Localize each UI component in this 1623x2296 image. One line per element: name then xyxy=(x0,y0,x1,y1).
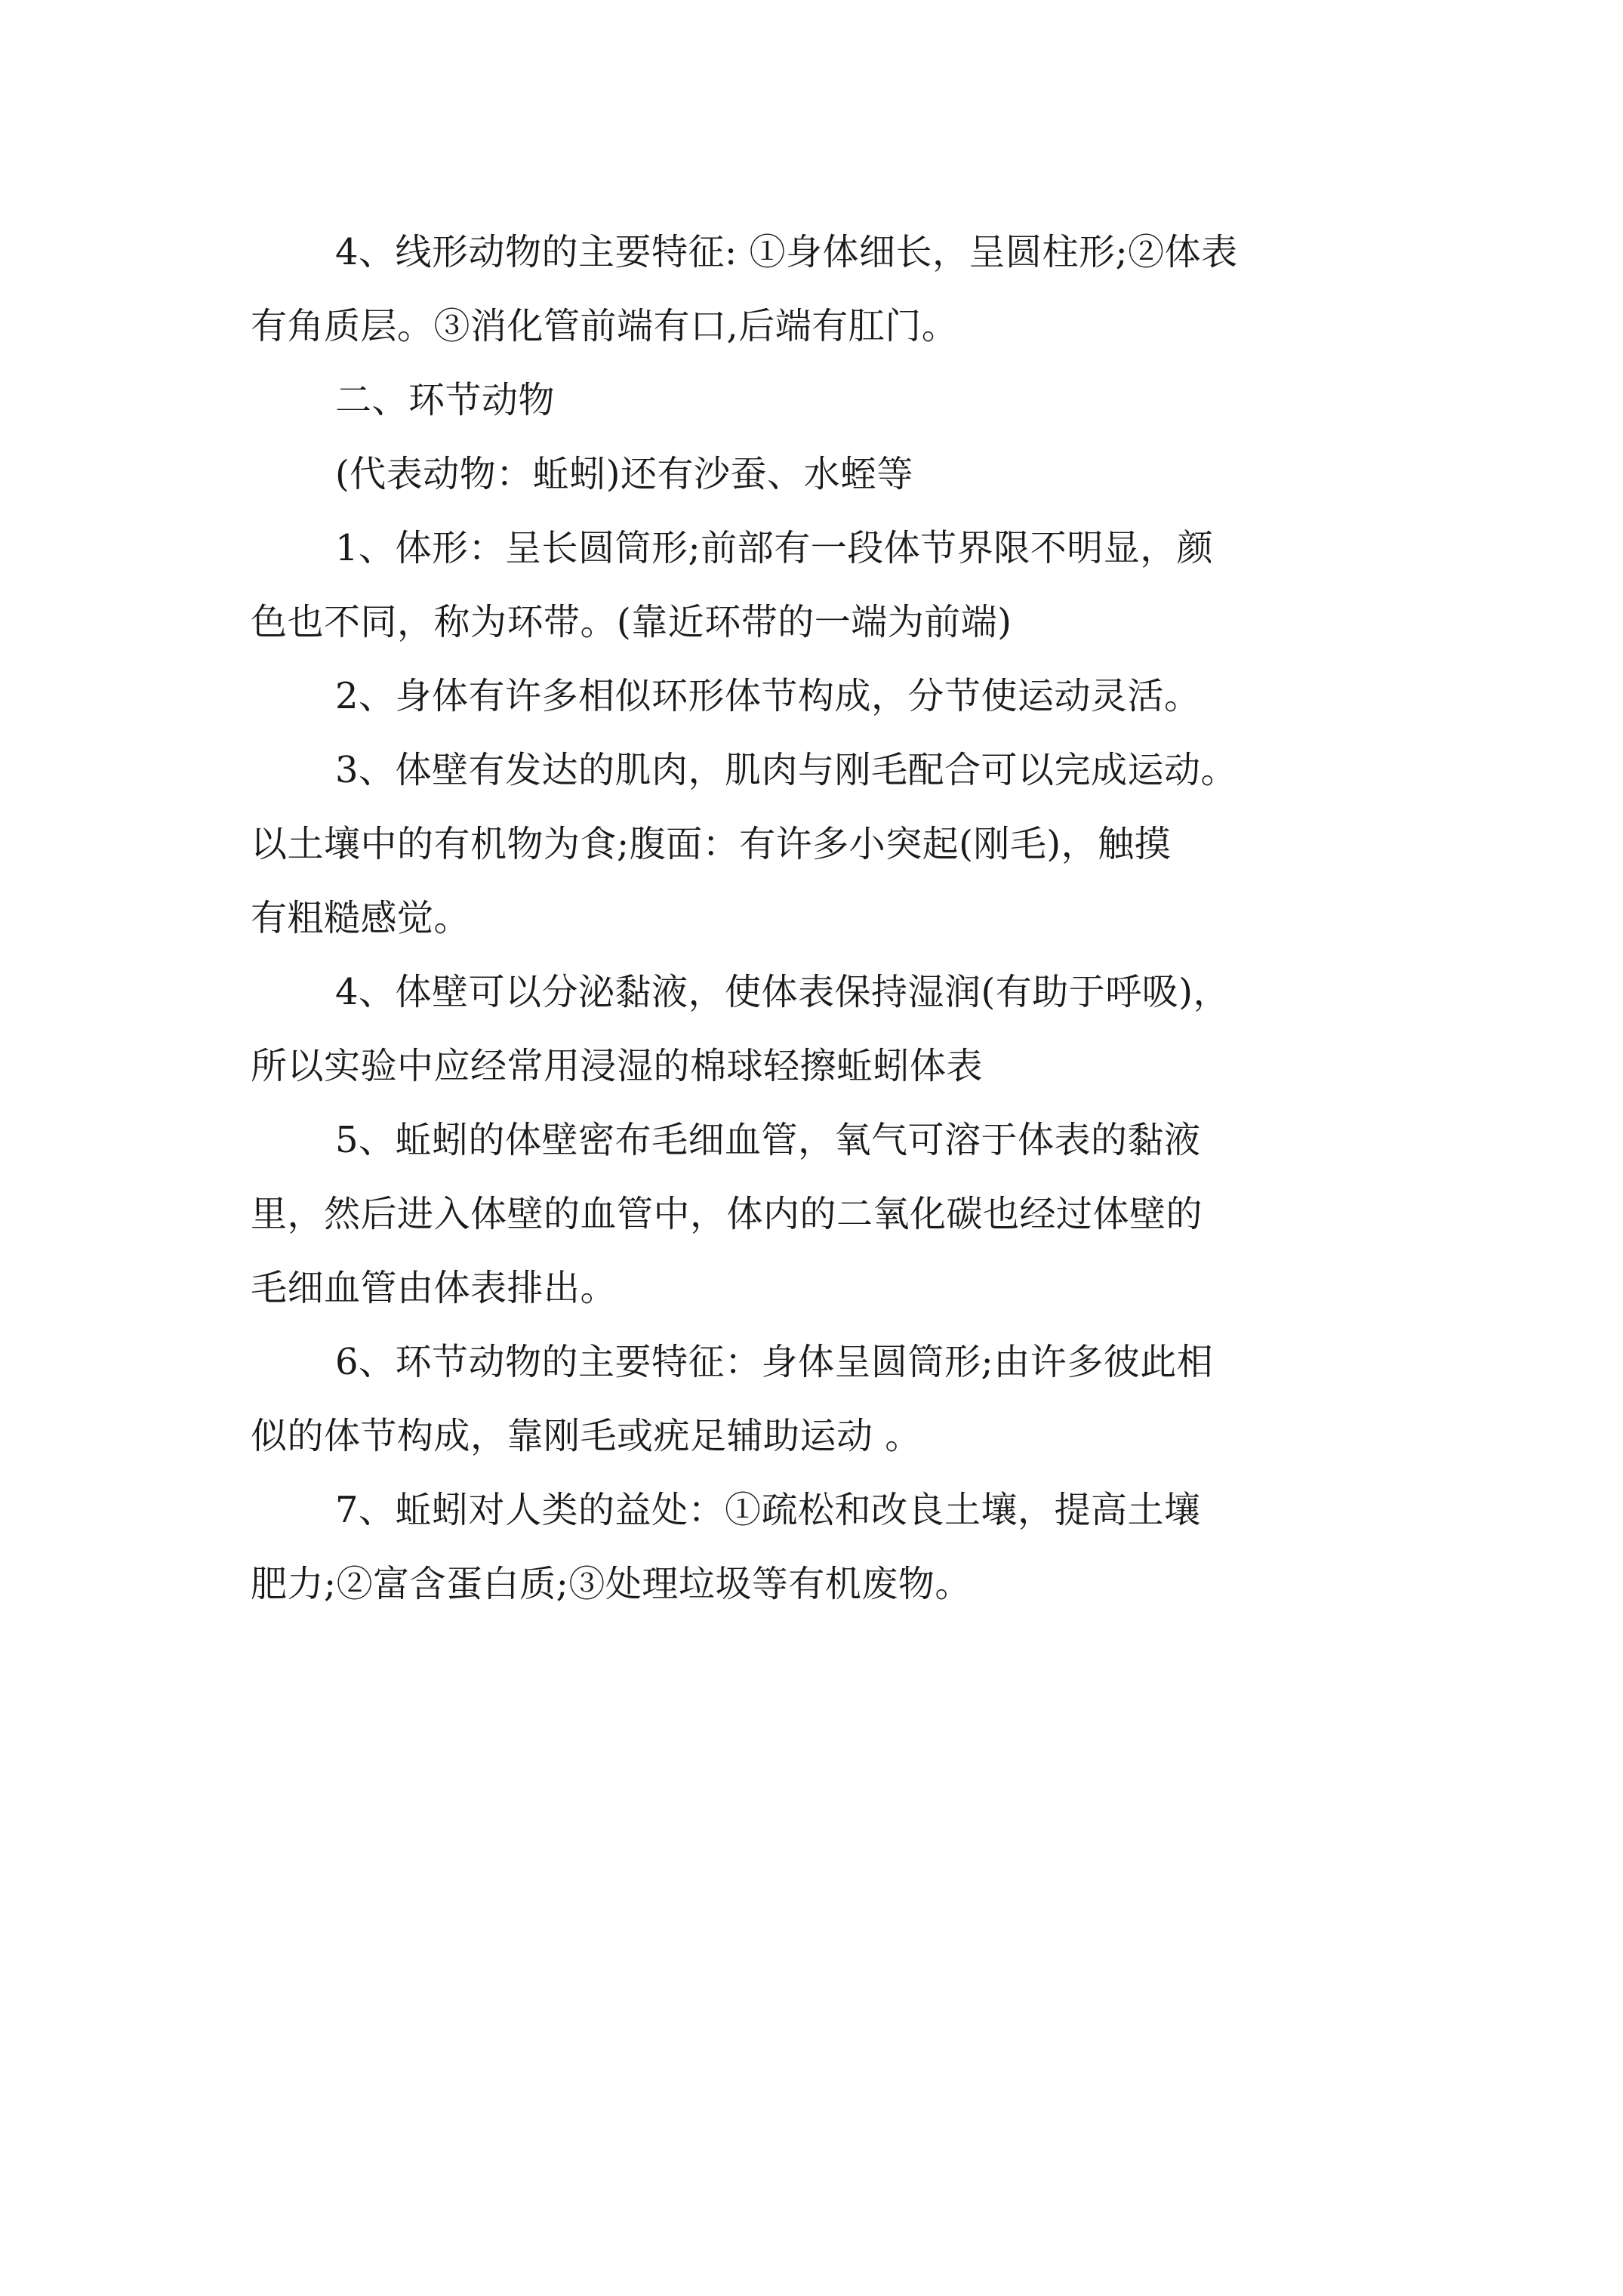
text-line: 2、身体有许多相似环形体节构成，分节使运动灵活。 xyxy=(335,675,1201,717)
text-line: 色也不同，称为环带。(靠近环带的一端为前端) xyxy=(251,601,1012,643)
paragraph-representative-animals xyxy=(251,437,1383,511)
paragraph-earthworm-benefits xyxy=(251,1473,1383,1621)
paragraph-body-wall-muscles xyxy=(251,733,1383,955)
paragraph-nematode-features xyxy=(251,215,1383,363)
paragraph-segments xyxy=(251,659,1383,733)
paragraph-body-shape xyxy=(251,511,1383,659)
paragraph-mucus xyxy=(251,955,1383,1103)
text-line: 1、体形：呈长圆筒形;前部有一段体节界限不明显，颜 xyxy=(335,527,1214,569)
document-body xyxy=(251,215,1383,1621)
text-line: 里，然后进入体壁的血管中，体内的二氧化碳也经过体壁的 xyxy=(251,1193,1203,1235)
text-line: 似的体节构成，靠刚毛或疣足辅助运动 。 xyxy=(251,1415,922,1457)
text-line: 所以实验中应经常用浸湿的棉球轻擦蚯蚓体表 xyxy=(251,1045,984,1087)
text-line: 4、线形动物的主要特征: ①身体细长，呈圆柱形;②体表 xyxy=(335,231,1238,273)
text-line: 有粗糙感觉。 xyxy=(251,897,471,939)
text-line: 以土壤中的有机物为食;腹面：有许多小突起(刚毛)，触摸 xyxy=(251,823,1172,865)
section-heading-annelids xyxy=(251,363,1383,437)
paragraph-respiration xyxy=(251,1103,1383,1325)
text-line: 二、环节动物 xyxy=(335,379,556,421)
text-line: 6、环节动物的主要特征：身体呈圆筒形;由许多彼此相 xyxy=(335,1341,1214,1383)
text-line: 肥力;②富含蛋白质;③处理垃圾等有机废物。 xyxy=(251,1563,972,1605)
text-line: 3、体壁有发达的肌肉，肌肉与刚毛配合可以完成运动。 xyxy=(335,749,1238,791)
text-line: 5、蚯蚓的体壁密布毛细血管，氧气可溶于体表的黏液 xyxy=(335,1119,1201,1161)
text-line: (代表动物：蚯蚓)还有沙蚕、水蛭等 xyxy=(335,453,913,495)
paragraph-annelid-features xyxy=(251,1325,1383,1473)
text-line: 有角质层。③消化管前端有口,后端有肛门。 xyxy=(251,305,959,347)
text-line: 7、蚯蚓对人类的益处：①疏松和改良土壤，提高土壤 xyxy=(335,1489,1201,1531)
text-line: 4、体壁可以分泌黏液，使体表保持湿润(有助于呼吸)， xyxy=(335,971,1230,1013)
text-line: 毛细血管由体表排出。 xyxy=(251,1267,617,1309)
